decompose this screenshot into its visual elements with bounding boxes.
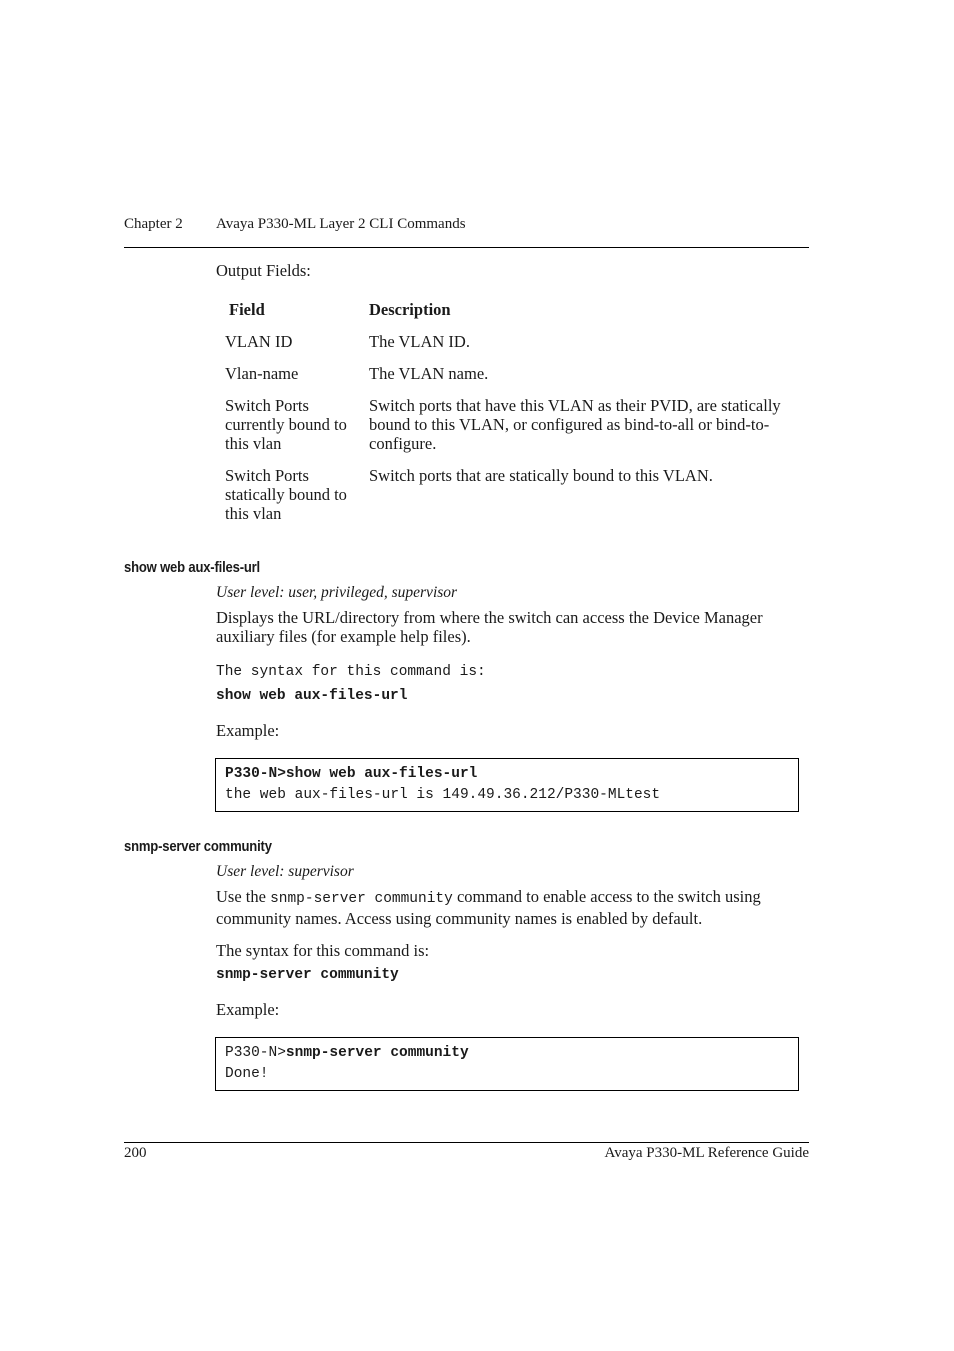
field-cell: Switch Ports currently bound to this vlan bbox=[225, 396, 347, 453]
field-cell: Vlan-name bbox=[225, 364, 299, 383]
syntax-command: snmp-server community bbox=[216, 967, 399, 983]
user-level-text: User level: supervisor bbox=[216, 863, 354, 880]
description-cell: The VLAN name. bbox=[369, 364, 489, 383]
table-row bbox=[225, 466, 809, 523]
syntax-command: show web aux-files-url bbox=[216, 688, 408, 704]
example-label: Example: bbox=[216, 721, 280, 740]
column-header-field: Field bbox=[229, 300, 265, 319]
inline-command: snmp-server community bbox=[270, 891, 453, 907]
command-text: snmp-server community bbox=[285, 1045, 469, 1061]
header-rule bbox=[124, 247, 809, 248]
description-text: command to enable access to the switch using community names. Access using community names is enabled by default. bbox=[216, 887, 761, 928]
description-cell: Switch ports that have this VLAN as their PVID, are statically bound to this VLAN, or configured as bind-to-all or bind-to-configure. bbox=[369, 396, 781, 453]
footer-rule bbox=[124, 1142, 809, 1143]
user-level-text: User level: user, privileged, supervisor bbox=[216, 584, 458, 601]
output-fields-table bbox=[225, 300, 809, 523]
prompt-text: P330-N> bbox=[225, 1045, 286, 1061]
description-text: Use the bbox=[216, 887, 271, 906]
description-cell: The VLAN ID. bbox=[369, 332, 470, 351]
chapter-title: Avaya P330-ML Layer 2 CLI Commands bbox=[216, 216, 466, 232]
table-row bbox=[225, 396, 809, 466]
field-cell: VLAN ID bbox=[225, 332, 293, 351]
guide-title: Avaya P330-ML Reference Guide bbox=[604, 1145, 809, 1161]
column-header-description: Description bbox=[369, 300, 451, 319]
section-description bbox=[216, 887, 811, 928]
page-number: 200 bbox=[124, 1145, 147, 1161]
table-header-row bbox=[225, 300, 809, 332]
table-row bbox=[225, 364, 809, 396]
syntax-intro: The syntax for this command is: bbox=[216, 664, 486, 680]
description-cell: Switch ports that are statically bound to this VLAN. bbox=[369, 466, 713, 485]
example-output-line: Done! bbox=[225, 1066, 269, 1082]
field-cell: Switch Ports statically bound to this vlan bbox=[225, 466, 347, 523]
example-code-box bbox=[215, 758, 799, 812]
table-row bbox=[225, 332, 809, 364]
example-command-line bbox=[225, 1043, 789, 1064]
example-code-box bbox=[215, 1037, 799, 1091]
example-output-line: the web aux-files-url is 149.49.36.212/P330-MLtest bbox=[225, 787, 661, 803]
section-heading-snmp-server-community: snmp-server community bbox=[124, 839, 272, 855]
syntax-intro: The syntax for this command is: bbox=[216, 941, 430, 960]
example-label: Example: bbox=[216, 1000, 280, 1019]
example-command-line: P330-N>show web aux-files-url bbox=[225, 766, 478, 782]
chapter-label: Chapter 2 bbox=[124, 216, 183, 232]
output-fields-intro: Output Fields: bbox=[216, 261, 311, 280]
section-heading-show-web-aux-files-url: show web aux-files-url bbox=[124, 560, 260, 576]
section-description: Displays the URL/directory from where the switch can access the Device Manager auxiliary files (for example help files). bbox=[216, 608, 763, 646]
